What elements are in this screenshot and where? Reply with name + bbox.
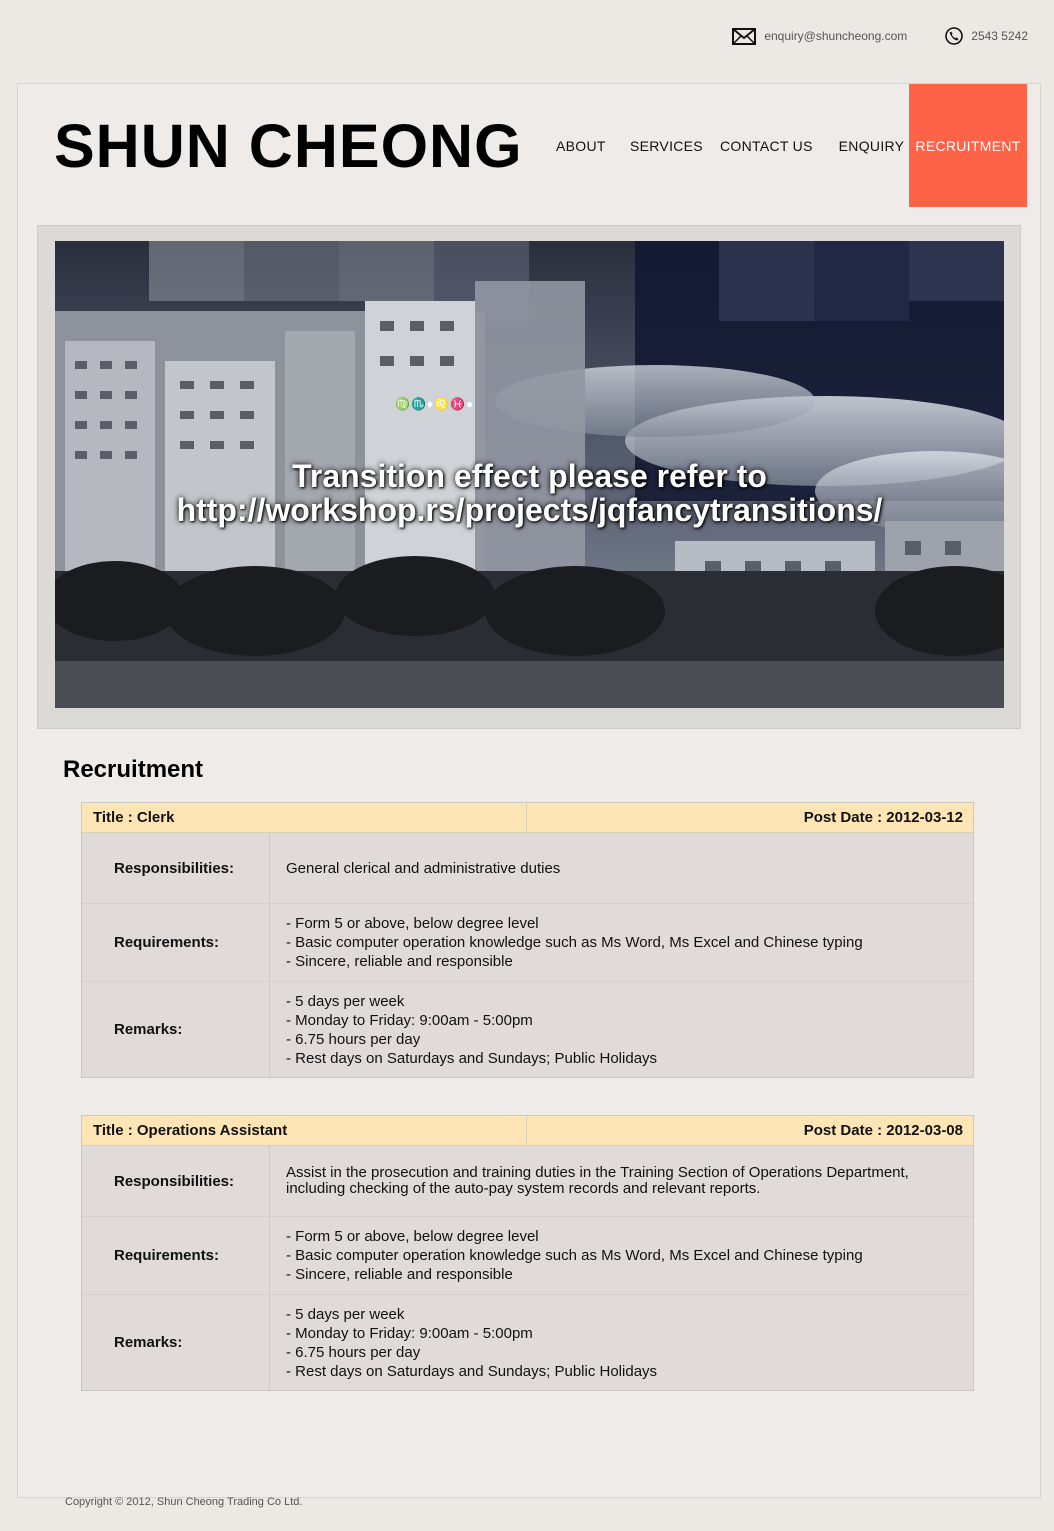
main-nav (556, 84, 1027, 207)
nav-contact-us[interactable]: CONTACT US (720, 137, 813, 154)
job-card-clerk (81, 802, 974, 1078)
job-post-date: Post Date : 2012-03-12 (803, 809, 963, 826)
requirement-item: - Form 5 or above, below degree level (286, 915, 539, 932)
remark-item: - 5 days per week (286, 1305, 405, 1323)
banner-slideshow (55, 241, 1004, 708)
remarks-value (270, 1295, 973, 1390)
responsibilities-row (82, 1146, 973, 1217)
requirements-row (82, 904, 973, 982)
slideshow-loader: ♍♏♦♌♓● (395, 397, 475, 411)
page-frame (17, 83, 1041, 1498)
responsibilities-text: General clerical and administrative duties (286, 859, 561, 877)
requirements-value (270, 1217, 973, 1294)
job-post-date: Post Date : 2012-03-08 (803, 1122, 963, 1139)
requirements-label: Requirements: (82, 1217, 270, 1294)
job-header (82, 1116, 973, 1146)
requirement-item: - Basic computer operation knowledge such as Ms Word, Ms Excel and Chinese typing (286, 1247, 863, 1264)
nav-about[interactable]: ABOUT (556, 137, 606, 154)
responsibilities-row (82, 833, 973, 904)
remarks-value (270, 982, 973, 1077)
site-logo[interactable]: SHUN CHEONG (54, 112, 523, 180)
remark-item: - 5 days per week (286, 992, 405, 1010)
phone-icon (945, 27, 971, 45)
remark-item: - Monday to Friday: 9:00am - 5:00pm (286, 1324, 533, 1342)
requirement-item: - Basic computer operation knowledge such as Ms Word, Ms Excel and Chinese typing (286, 934, 863, 951)
banner-caption-line1: Transition effect please refer to (292, 458, 767, 494)
remarks-row (82, 1295, 973, 1390)
responsibilities-label: Responsibilities: (82, 833, 270, 903)
phone-contact (945, 27, 1028, 45)
email-contact[interactable] (732, 28, 907, 45)
remark-item: - Monday to Friday: 9:00am - 5:00pm (286, 1011, 533, 1029)
remark-item: - Rest days on Saturdays and Sundays; Public Holidays (286, 1362, 658, 1380)
job-title: Title : Clerk (82, 803, 527, 832)
remarks-label: Remarks: (82, 982, 270, 1077)
responsibilities-value (270, 833, 973, 903)
job-title: Title : Operations Assistant (82, 1116, 527, 1145)
requirement-item: - Sincere, reliable and responsible (286, 1266, 513, 1283)
requirements-label: Requirements: (82, 904, 270, 981)
section-title: Recruitment (63, 756, 204, 783)
remarks-label: Remarks: (82, 1295, 270, 1390)
banner-container (37, 225, 1021, 729)
requirements-row (82, 1217, 973, 1295)
email-text[interactable]: enquiry@shuncheong.com (764, 29, 908, 43)
remark-item: - 6.75 hours per day (286, 1030, 421, 1048)
nav-enquiry[interactable]: ENQUIRY (838, 137, 905, 154)
footer-copyright: Copyright © 2012, Shun Cheong Trading Co Ltd. (65, 1496, 303, 1508)
nav-services[interactable]: SERVICES (630, 137, 703, 154)
remark-item: - Rest days on Saturdays and Sundays; Public Holidays (286, 1049, 658, 1067)
responsibilities-value (270, 1146, 973, 1216)
responsibilities-label: Responsibilities: (82, 1146, 270, 1216)
requirement-item: - Sincere, reliable and responsible (286, 953, 513, 970)
nav-recruitment[interactable]: RECRUITMENT (909, 84, 1027, 207)
remarks-row (82, 982, 973, 1077)
phone-text: 2543 5242 (971, 29, 1028, 43)
banner-caption-line2: http://workshop.rs/projects/jqfancytransitions/ (176, 492, 883, 528)
banner-caption (55, 459, 1004, 527)
requirements-value (270, 904, 973, 981)
responsibilities-text: Assist in the prosecution and training duties in the Training Section of Operations Department, including checking of the auto-pay system records and relevant reports. (286, 1164, 909, 1197)
contact-bar (694, 24, 1028, 48)
envelope-icon (732, 28, 764, 45)
job-header (82, 803, 973, 833)
job-card-operations-assistant (81, 1115, 974, 1391)
remark-item: - 6.75 hours per day (286, 1343, 421, 1361)
requirement-item: - Form 5 or above, below degree level (286, 1228, 539, 1245)
